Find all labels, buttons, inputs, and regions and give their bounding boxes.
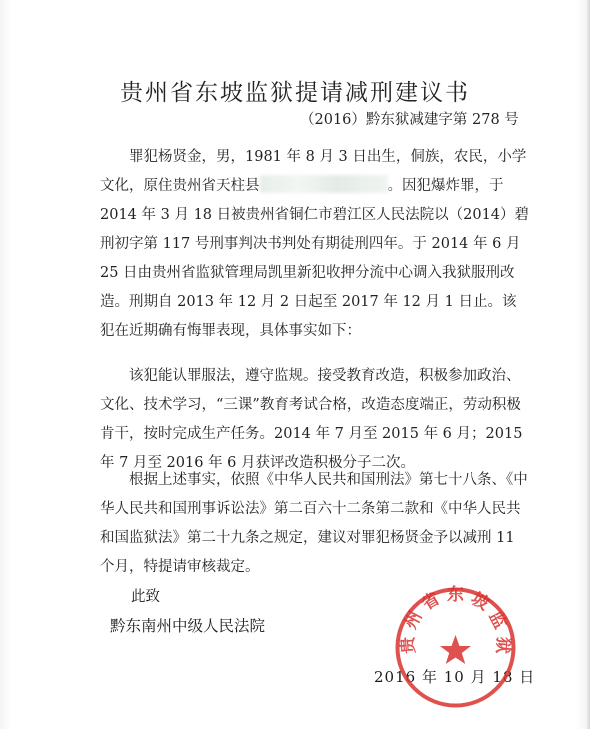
recipient-court: 黔东南州中级人民法院 xyxy=(110,617,266,635)
paragraph-facts: 该犯能认罪服法，遵守监规。接受教育改造，积极参加政治、文化、技术学习，“三课”教育考试合格，改造态度端正，劳动积极肯干，按时完成生产任务。2014 年 7 月至 2015 年 6 月；2015 年 7 月至 2016 年 6 月获评改造积极分子二次。 xyxy=(100,368,523,471)
closing-salutation: 此致 xyxy=(131,589,160,605)
official-seal-icon xyxy=(393,585,518,710)
document-title: 贵州省东坡监狱提请减刑建议书 xyxy=(120,80,470,106)
paragraph-recommendation: 根据上述事实，依照《中华人民共和国刑法》第七十八条、《中华人民共和国刑事诉讼法》第二百六十二条第二款和《中华人民共和国监狱法》第二十九条之规定，建议对罪犯杨贤金予以减刑 11 个月，特提请审核裁定。 xyxy=(100,472,528,575)
document-number: （2016）黔东狱减建字第 278 号 xyxy=(300,112,519,128)
redacted-address xyxy=(260,175,388,193)
paragraph-criminal-info-part1: 罪犯杨贤金，男，1981 年 8 月 3 日出生，侗族，农民，小学文化，原住贵州省天柱县 xyxy=(100,149,527,194)
document-date: 2016 年 10 月 18 日 xyxy=(374,668,536,686)
svg-text:贵 州 省 东 坡 监 狱: 贵 州 省 东 坡 监 狱 xyxy=(398,585,513,655)
paragraph-criminal-info-part2: 。因犯爆炸罪，于 2014 年 3 月 18 日被贵州省铜仁市碧江区人民法院以（2014）碧刑初字第 117 号刑事判决书判处有期徒刑四年。于 2014 年 6 月 25 日由贵州省监狱管理局凯里新犯收押分流中心调入我狱服刑改造。刑期自 2013 年 12 月 2 日起至 2017 年 12 月 1 日止。该犯在近期确有悔罪表现，具体事实如下： xyxy=(100,178,530,339)
page-edge-shadow xyxy=(586,0,590,729)
paragraph-criminal-info xyxy=(100,143,530,346)
